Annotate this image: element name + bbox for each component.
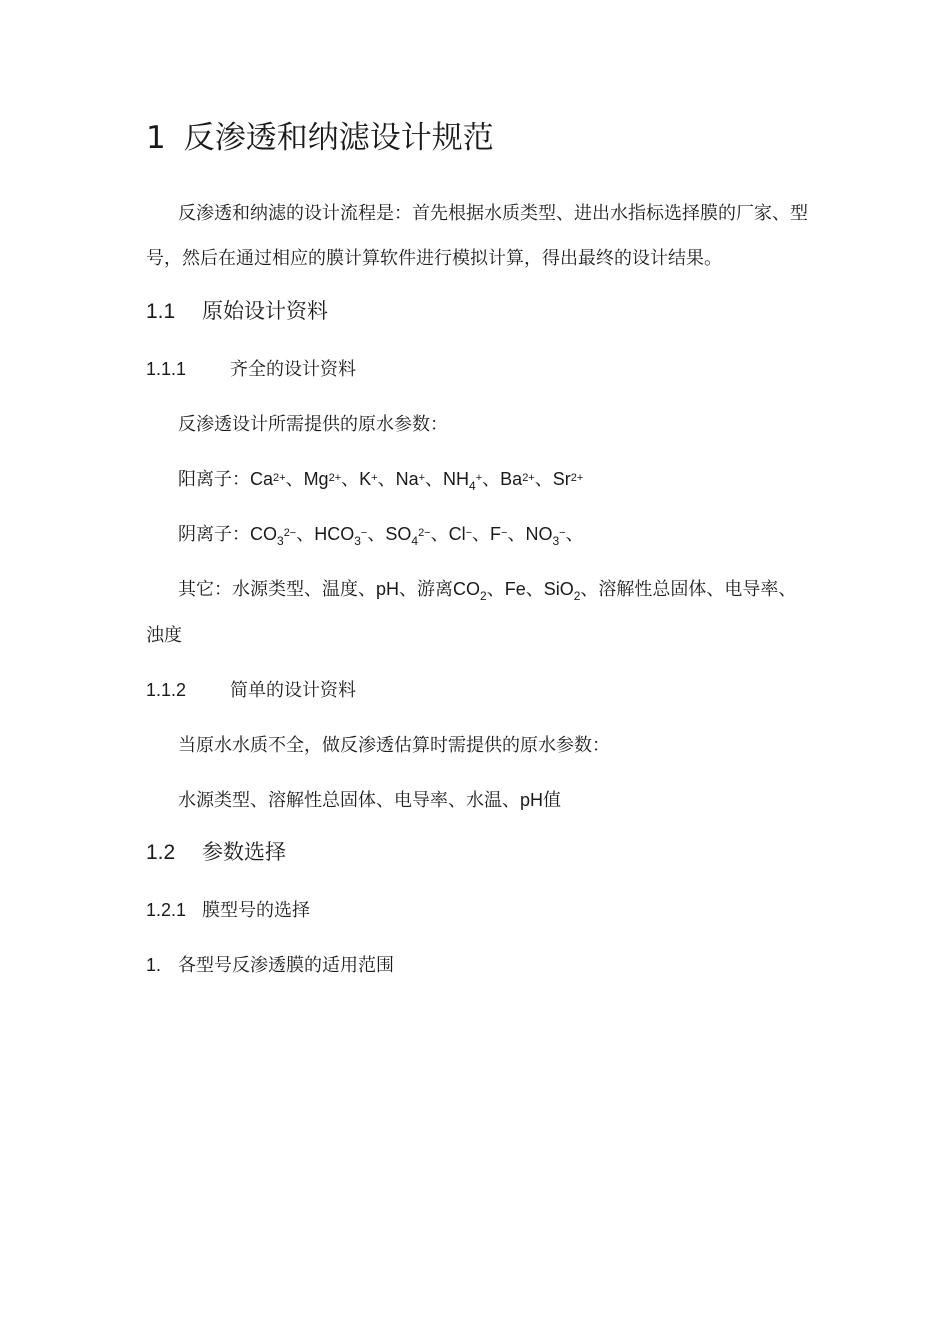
section-title: 膜型号的选择 [202,900,310,921]
section-heading-1-2 [146,836,286,866]
section-title: 齐全的设计资料 [230,359,356,380]
section-number: 1.1 [146,300,176,323]
list-separator: 、 [367,524,386,545]
formula-base: Na [395,469,419,489]
simple-params-line [178,786,561,812]
anions-label: 阴离子： [178,524,250,545]
cations-line [178,465,583,493]
section-title: 参数选择 [202,840,286,864]
ion-formula [250,469,286,489]
list-separator: 、 [534,469,553,490]
ion-formula [359,469,377,489]
formula-base: F [490,524,502,544]
ion-formula [396,469,425,489]
others-text: 、游离 [399,579,454,600]
formula-base: Ba [500,469,523,489]
ion-formula [449,524,472,544]
ion-formula [525,524,566,548]
others-label: 其它： [178,579,232,600]
formula-superscript: − [465,527,473,539]
section-number: 1.2.1 [146,900,187,920]
others-text: 、溶解性总固体、电导率、 [580,579,797,600]
others-text: 、 [486,579,505,600]
formula-superscript: 2− [418,527,431,539]
formula-subscript: 4 [411,534,419,548]
formula-subscript: 4 [469,479,476,493]
others-line-2: 浊度 [146,625,182,646]
formula-base: SO [385,524,412,544]
ion-formula [500,469,535,489]
list-separator: 、 [482,469,501,490]
fe-text: Fe [504,579,526,599]
ph-text: pH [376,579,400,599]
list-separator: 、 [285,469,304,490]
simple-params-text: 值 [543,790,562,811]
others-text: 水源类型、温度、 [232,579,376,600]
section-heading-1-1 [146,295,328,325]
formula-base: HCO [314,524,355,544]
anions-list [250,524,566,548]
anions-line [178,520,584,548]
others-text: 、 [525,579,544,600]
intro-paragraph-line-2: 号，然后在通过相应的膜计算软件进行模拟计算，得出最终的设计结果。 [146,248,722,269]
section-number: 1.1.1 [146,359,187,379]
formula-base: Cl [448,524,466,544]
formula-subscript: 2 [573,589,581,603]
formula-subscript: 3 [277,534,284,548]
list-separator: 、 [341,469,360,490]
page-title [146,112,494,157]
ion-formula [443,469,483,493]
list-separator: 、 [296,524,315,545]
formula-superscript: − [501,527,508,539]
list-item-number: 1. [146,955,162,975]
section-heading-1-2-1 [146,896,310,922]
co2-formula [453,579,487,603]
title-number: 1 [146,120,166,156]
others-line-1 [178,575,796,603]
simple-intro: 当原水水质不全，做反渗透估算时需提供的原水参数： [178,735,610,756]
ion-formula [304,469,342,489]
formula-subscript: 2 [480,589,487,603]
anions-trailing: 、 [565,524,584,545]
formula-base: NO [525,524,553,544]
formula-base: K [359,469,372,489]
ion-formula [314,524,368,548]
cations-label: 阳离子： [178,469,250,490]
list-separator: 、 [472,524,491,545]
section-heading-1-1-1 [146,355,356,381]
ion-formula [490,524,507,544]
formula-superscript: + [418,472,426,484]
section-title: 简单的设计资料 [230,680,356,701]
simple-params-text: 水源类型、溶解性总固体、电导率、水温、 [178,790,520,811]
list-item-text: 各型号反渗透膜的适用范围 [178,955,394,976]
formula-subscript: 3 [552,534,560,548]
formula-superscript: 2+ [570,472,584,484]
sio2-formula [543,579,581,603]
section-number: 1.2 [146,841,176,864]
list-separator: 、 [430,524,449,545]
formula-superscript: 2+ [273,472,286,484]
formula-superscript: − [360,527,368,539]
formula-subscript: 3 [354,534,361,548]
ion-formula [250,524,297,548]
section-title: 原始设计资料 [202,299,328,323]
formula-base: Ca [250,469,274,489]
formula-superscript: + [475,472,483,484]
formula-base: CO [453,579,481,599]
section-heading-1-1-2 [146,676,356,702]
section-number: 1.1.2 [146,680,187,700]
formula-base: Sr [552,469,571,489]
ion-formula [553,469,584,489]
formula-superscript: − [559,527,566,539]
list-item [146,951,394,977]
ph-text: pH [520,790,544,810]
ion-formula [385,524,431,548]
formula-base: SiO [543,579,574,599]
formula-superscript: + [371,472,378,484]
cations-list [250,469,584,493]
formula-base: Mg [303,469,329,489]
raw-params-intro: 反渗透设计所需提供的原水参数： [178,414,448,435]
title-text: 反渗透和纳滤设计规范 [183,120,494,156]
list-separator: 、 [377,469,396,490]
list-separator: 、 [425,469,444,490]
list-separator: 、 [507,524,526,545]
intro-paragraph-line-1: 反渗透和纳滤的设计流程是：首先根据水质类型、进出水指标选择膜的厂家、型 [178,203,808,224]
formula-superscript: 2+ [328,472,342,484]
formula-superscript: 2+ [522,472,535,484]
formula-base: NH [443,469,470,489]
formula-base: CO [250,524,277,544]
formula-superscript: 2− [283,527,297,539]
